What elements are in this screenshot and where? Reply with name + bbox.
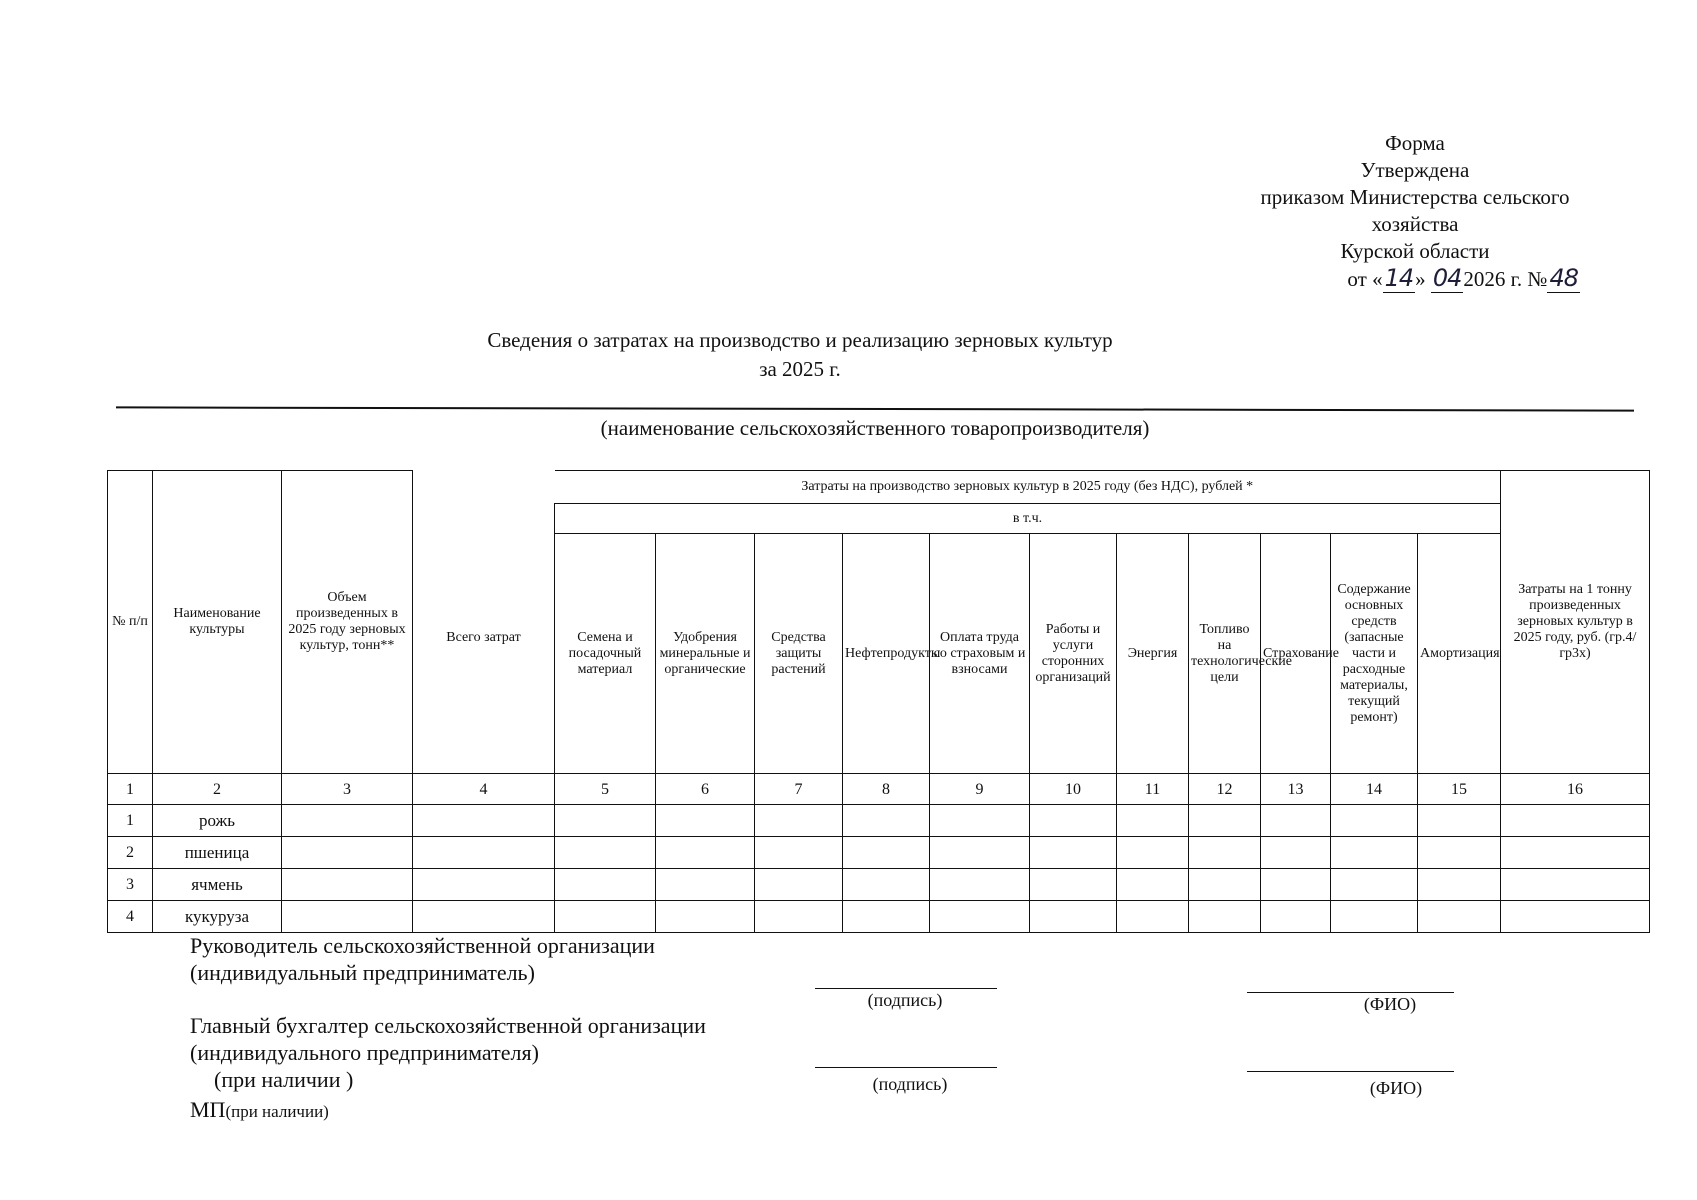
header-item-crop-protection: Средства защиты растений [755, 534, 843, 774]
empty-cell [1501, 837, 1650, 869]
empty-cell [1189, 837, 1261, 869]
column-number: 12 [1189, 774, 1261, 805]
empty-cell [1331, 837, 1418, 869]
empty-cell [413, 869, 555, 901]
column-number: 4 [413, 774, 555, 805]
empty-cell [555, 901, 656, 933]
empty-cell [1501, 869, 1650, 901]
column-number: 5 [555, 774, 656, 805]
head-name-caption: (ФИО) [1363, 994, 1417, 1014]
row-number: 3 [108, 869, 153, 901]
empty-cell [1501, 805, 1650, 837]
column-number: 15 [1418, 774, 1501, 805]
empty-cell [930, 869, 1030, 901]
column-number: 14 [1331, 774, 1418, 805]
row-number: 2 [108, 837, 153, 869]
empty-cell [1261, 901, 1331, 933]
head-name-line [1247, 992, 1454, 993]
stamp-suffix: (при наличии) [225, 1102, 329, 1121]
empty-cell [755, 869, 843, 901]
head-title-line-2: (индивидуальный предприниматель) [190, 960, 535, 985]
header-item-fertilizers: Удобрения минеральные и органические [656, 534, 755, 774]
empty-cell [282, 901, 413, 933]
empty-cell [1117, 869, 1189, 901]
empty-cell [755, 837, 843, 869]
empty-cell [930, 837, 1030, 869]
table-row [108, 805, 1650, 837]
empty-cell [1189, 805, 1261, 837]
empty-cell [755, 805, 843, 837]
accountant-name-caption: (ФИО) [1369, 1078, 1423, 1098]
header-production-volume: Объем произведенных в 2025 году зерновых культур, тонн** [282, 471, 413, 774]
empty-cell [843, 837, 930, 869]
accountant-signature-caption: (подпись) [872, 1074, 948, 1094]
empty-cell [1030, 901, 1117, 933]
head-signatory [190, 932, 655, 986]
date-year: 2026 г. № [1463, 267, 1548, 291]
column-number: 10 [1030, 774, 1117, 805]
empty-cell [555, 805, 656, 837]
header-crop-name: Наименование культуры [153, 471, 282, 774]
empty-cell [656, 837, 755, 869]
stamp-place [190, 1096, 329, 1125]
column-number: 1 [108, 774, 153, 805]
empty-cell [413, 837, 555, 869]
column-numbers-row [108, 774, 1650, 805]
column-number: 2 [153, 774, 282, 805]
empty-cell [1261, 805, 1331, 837]
region-label: Курской области [1340, 239, 1490, 263]
empty-cell [413, 901, 555, 933]
approved-label: Утверждена [1360, 158, 1470, 182]
empty-cell [1117, 901, 1189, 933]
empty-cell [1030, 837, 1117, 869]
table-row [108, 837, 1650, 869]
empty-cell [1117, 837, 1189, 869]
empty-cell [282, 837, 413, 869]
header-costs-group: Затраты на производство зерновых культур в 2025 году (без НДС), рублей * [555, 471, 1501, 504]
empty-cell [1418, 869, 1501, 901]
column-number: 8 [843, 774, 930, 805]
empty-cell [1331, 901, 1418, 933]
head-title-line-1: Руководитель сельскохозяйственной организации [190, 933, 655, 958]
empty-cell [843, 805, 930, 837]
column-number: 7 [755, 774, 843, 805]
empty-cell [1261, 837, 1331, 869]
empty-cell [1189, 901, 1261, 933]
crop-name: рожь [153, 805, 282, 837]
column-number: 16 [1501, 774, 1650, 805]
approval-block [1230, 130, 1600, 293]
empty-cell [282, 869, 413, 901]
accountant-signatory [190, 1012, 706, 1093]
header-item-energy: Энергия [1117, 534, 1189, 774]
crop-name: пшеница [153, 837, 282, 869]
date-mid: » [1415, 267, 1431, 291]
order-line-2: хозяйства [1371, 212, 1459, 236]
empty-cell [755, 901, 843, 933]
empty-cell [1418, 837, 1501, 869]
costs-table [107, 470, 1650, 933]
empty-cell [413, 805, 555, 837]
title-line-2: за 2025 г. [759, 357, 841, 381]
empty-cell [555, 869, 656, 901]
column-number: 3 [282, 774, 413, 805]
empty-cell [1331, 869, 1418, 901]
column-number: 13 [1261, 774, 1331, 805]
empty-cell [1030, 869, 1117, 901]
order-line-1: приказом Министерства сельского [1260, 185, 1570, 209]
accountant-title-line-1: Главный бухгалтер сельскохозяйственной организации [190, 1013, 706, 1038]
head-signature-caption: (подпись) [867, 990, 943, 1010]
title-line-1: Сведения о затратах на производство и реализацию зерновых культур [487, 328, 1113, 352]
empty-cell [1030, 805, 1117, 837]
empty-cell [656, 805, 755, 837]
header-cost-per-ton: Затраты на 1 тонну произведенных зерновых культур в 2025 году, руб. (гр.4/гр3х) [1501, 471, 1650, 774]
date-month-handwritten: 04 [1432, 264, 1462, 292]
empty-cell [282, 805, 413, 837]
empty-cell [1261, 869, 1331, 901]
approval-date [1230, 265, 1600, 293]
empty-cell [1331, 805, 1418, 837]
crop-name: ячмень [153, 869, 282, 901]
empty-cell [1418, 901, 1501, 933]
accountant-title-line-2: (индивидуального предпринимателя) [190, 1040, 539, 1065]
column-number: 11 [1117, 774, 1189, 805]
header-item-petroleum: Нефтепродукты [843, 534, 930, 774]
header-item-insurance: Страхование [1261, 534, 1331, 774]
date-day-handwritten: 14 [1384, 264, 1414, 292]
header-total-costs: Всего затрат [413, 504, 555, 774]
organization-name-caption: (наименование сельскохозяйственного товаропроизводителя) [600, 416, 1150, 440]
header-including: в т.ч. [555, 504, 1501, 534]
empty-cell [656, 901, 755, 933]
empty-cell [930, 805, 1030, 837]
stamp-prefix: МП [190, 1097, 226, 1122]
accountant-signature-line [815, 1067, 997, 1068]
crop-name: кукуруза [153, 901, 282, 933]
empty-cell [656, 869, 755, 901]
header-item-third-party-services: Работы и услуги сторонних организаций [1030, 534, 1117, 774]
table-row [108, 901, 1650, 933]
order-number-handwritten: 48 [1549, 264, 1578, 292]
empty-cell [843, 901, 930, 933]
table-row [108, 869, 1650, 901]
header-item-seeds: Семена и посадочный материал [555, 534, 656, 774]
head-signature-line [815, 988, 997, 989]
empty-cell [1418, 805, 1501, 837]
header-item-fuel: Топливо на технологические цели [1189, 534, 1261, 774]
date-prefix: от « [1347, 267, 1383, 291]
column-number: 9 [930, 774, 1030, 805]
header-item-depreciation: Амортизация [1418, 534, 1501, 774]
column-number: 6 [656, 774, 755, 805]
empty-cell [555, 837, 656, 869]
row-number: 4 [108, 901, 153, 933]
form-label: Форма [1385, 131, 1445, 155]
row-number: 1 [108, 805, 153, 837]
accountant-name-line [1247, 1071, 1454, 1072]
header-item-labor: Оплата труда со страховым и взносами [930, 534, 1030, 774]
empty-cell [1117, 805, 1189, 837]
header-gap [413, 471, 555, 504]
organization-name-line [116, 406, 1634, 411]
document-title [487, 326, 1113, 384]
header-row-number: № п/п [108, 471, 153, 774]
empty-cell [843, 869, 930, 901]
empty-cell [1501, 901, 1650, 933]
empty-cell [930, 901, 1030, 933]
empty-cell [1189, 869, 1261, 901]
accountant-title-line-3: (при наличии ) [214, 1067, 354, 1092]
header-item-maintenance: Содержание основных средств (запасные части и расходные материалы, текущий ремонт) [1331, 534, 1418, 774]
